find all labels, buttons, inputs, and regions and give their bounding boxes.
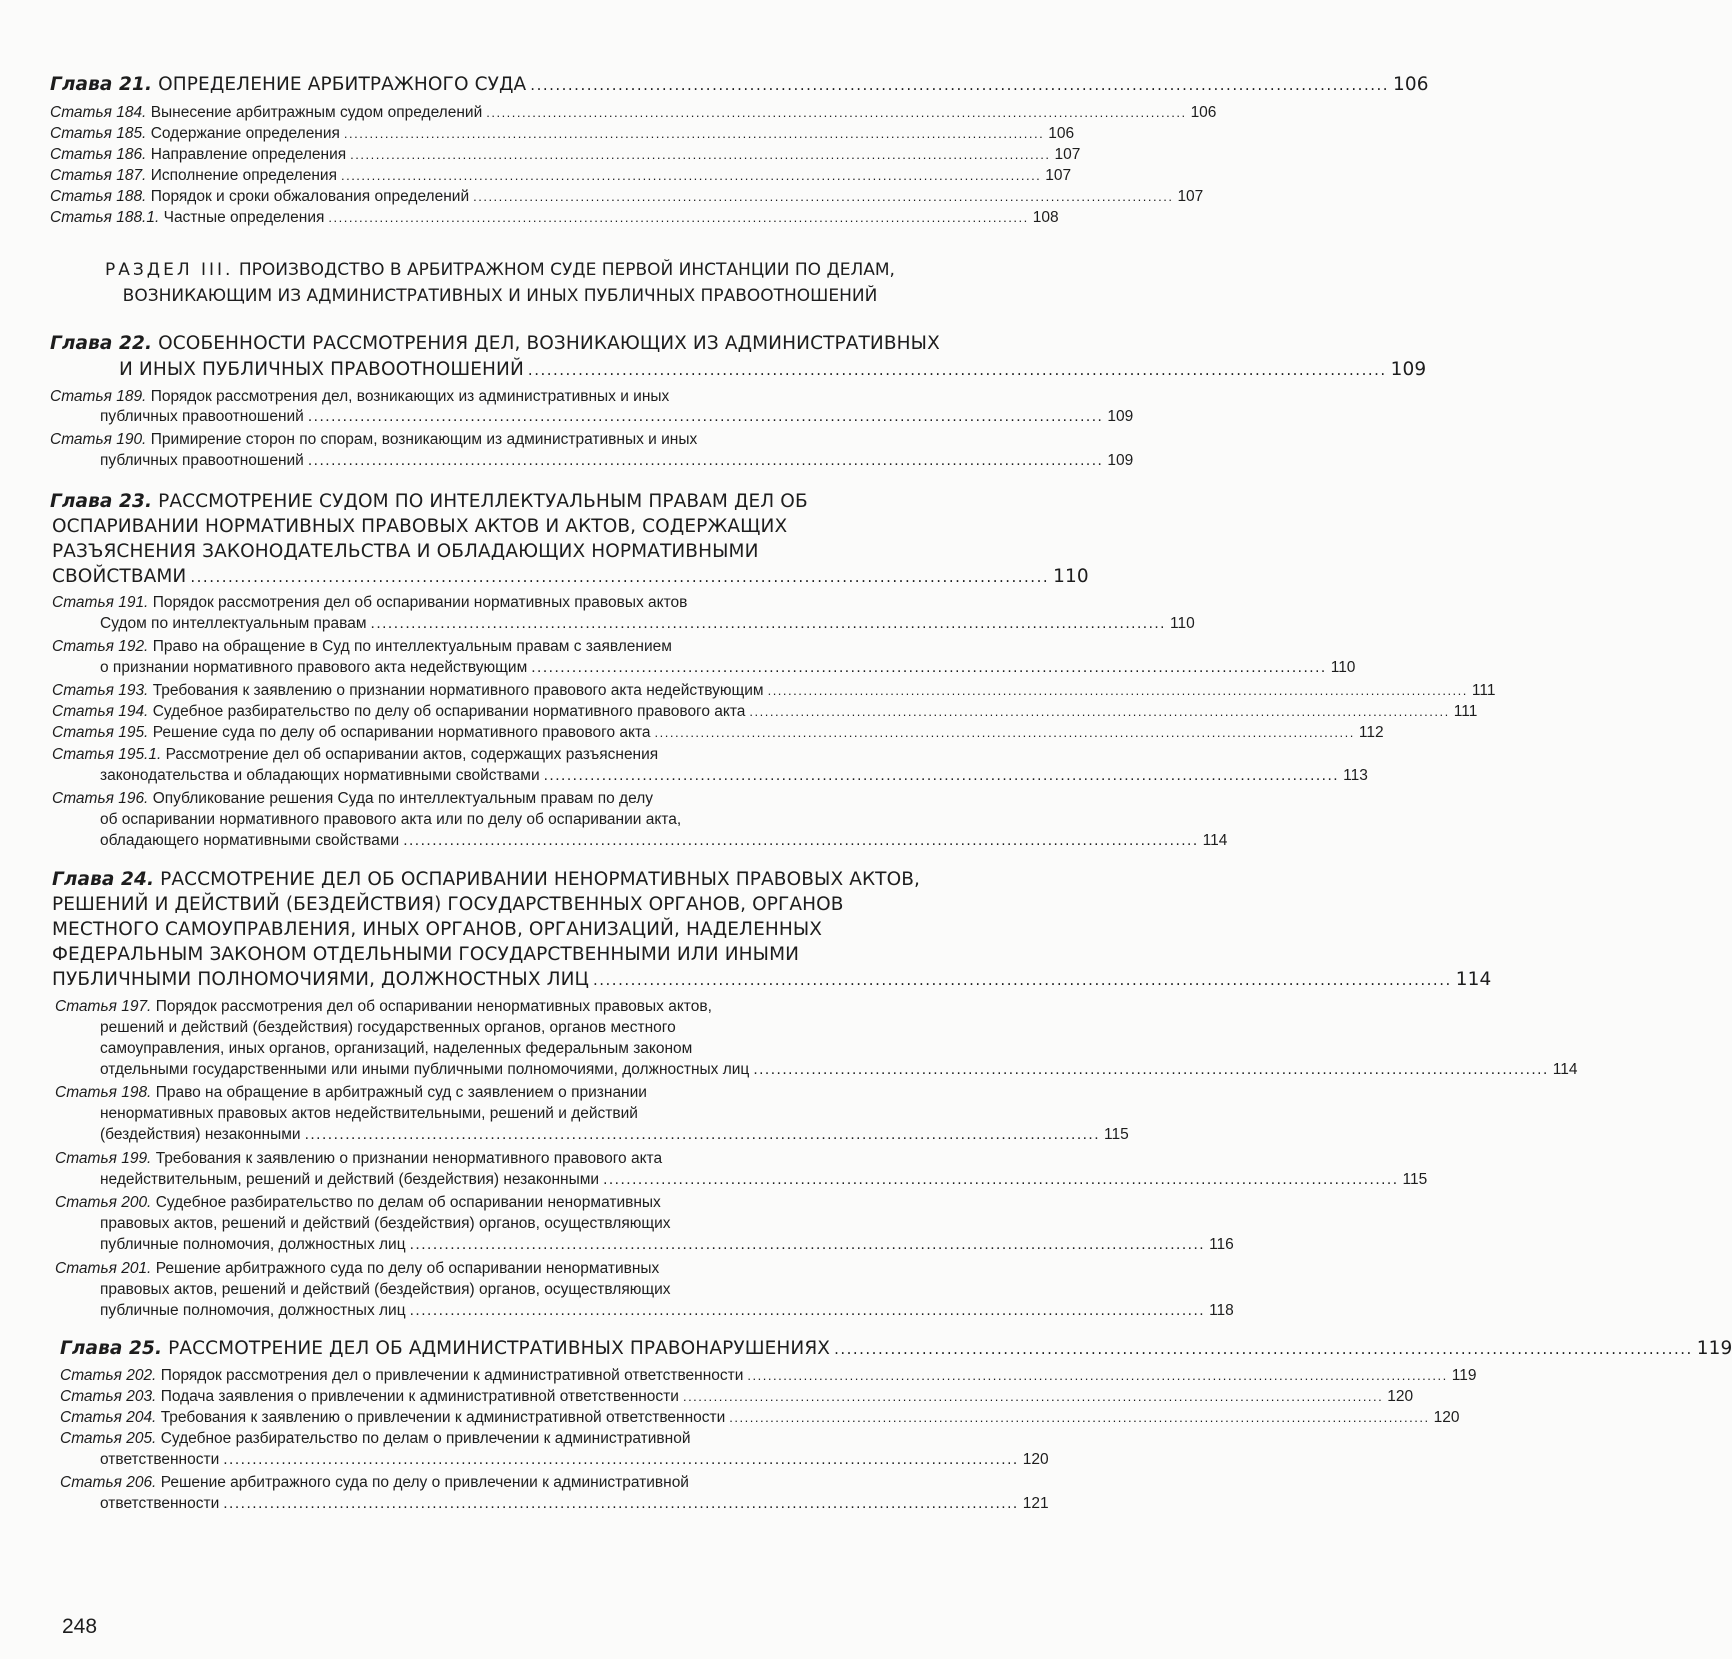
page-ref: 106 — [1190, 104, 1217, 121]
page-ref: 121 — [1022, 1495, 1049, 1512]
article-199-entry — [100, 1169, 1428, 1191]
article-title: публичные полномочия, должностных лиц — [100, 1302, 406, 1319]
chapter-title: РАССМОТРЕНИЕ СУДОМ ПО ИНТЕЛЛЕКТУАЛЬНЫМ ПРАВАМ ДЕЛ ОБ — [158, 491, 808, 512]
page-ref: 114 — [1202, 832, 1228, 849]
page-ref: 118 — [1209, 1302, 1234, 1319]
article-192-entry — [100, 657, 1356, 679]
page-ref: 120 — [1022, 1451, 1049, 1468]
page-ref: 119 — [1696, 1338, 1732, 1359]
article-title: Направление определения — [150, 146, 347, 163]
article-195-entry — [52, 722, 1384, 744]
article-195-1-entry — [52, 744, 892, 766]
article-label: Статья 192. — [52, 638, 149, 655]
article-title: Исполнение определения — [150, 167, 337, 184]
article-197-entry — [55, 996, 892, 1018]
article-title: Решение суда по делу об оспаривании нормативного правового акта — [152, 724, 651, 741]
article-label: Статья 199. — [55, 1150, 152, 1167]
article-label: Статья 206. — [60, 1474, 157, 1491]
chapter-label: Глава 24. — [52, 869, 155, 890]
article-label: Статья 188.1. — [50, 209, 160, 226]
article-title: Порядок рассмотрения дел, возникающих из административных и иных — [150, 388, 670, 405]
article-title: публичные полномочия, должностных лиц — [100, 1236, 406, 1253]
page-ref: 115 — [1104, 1126, 1129, 1143]
article-label: Статья 195.1. — [52, 746, 162, 763]
article-title: публичных правоотношений — [100, 452, 304, 469]
article-title: Порядок рассмотрения дел об оспаривании нормативных правовых актов — [152, 594, 688, 611]
dot-leader: ......................................................................................................................................... — [328, 210, 1029, 225]
page-ref: 107 — [1045, 167, 1072, 184]
dot-leader: ......................................................................................................................................... — [834, 1340, 1693, 1358]
article-198-entry — [55, 1082, 892, 1104]
article-192-entry — [52, 636, 892, 658]
dot-leader: ......................................................................................................................................... — [307, 408, 1104, 425]
article-197-entry — [100, 1017, 892, 1039]
article-title: (бездействия) незаконными — [100, 1126, 301, 1143]
chapter-24-entry — [52, 966, 1492, 994]
article-187-entry — [50, 165, 1072, 187]
article-198-entry — [100, 1103, 892, 1125]
article-title: Судом по интеллектуальным правам — [100, 615, 367, 632]
article-label: Статья 194. — [52, 703, 149, 720]
article-title: ответственности — [100, 1495, 220, 1512]
article-196-entry — [100, 809, 892, 831]
article-title: Подача заявления о привлечении к административной ответственности — [160, 1388, 679, 1405]
article-label: Статья 186. — [50, 146, 147, 163]
dot-leader: ......................................................................................................................................... — [223, 1495, 1019, 1512]
article-184-entry — [50, 102, 1217, 124]
dot-leader: ......................................................................................................................................... — [409, 1302, 1206, 1319]
article-203-entry — [60, 1386, 1414, 1408]
dot-leader: ......................................................................................................................................... — [307, 452, 1104, 469]
article-189-entry — [50, 386, 892, 408]
article-197-entry — [100, 1038, 892, 1060]
article-191-entry — [100, 613, 1195, 635]
chapter-24-heading — [52, 866, 921, 894]
dot-leader: ......................................................................................................................................... — [304, 1126, 1101, 1143]
article-title: Примирение сторон по спорам, возникающим из административных и иных — [150, 431, 698, 448]
article-189-entry — [100, 406, 1134, 428]
article-title: отдельными государственными или иными публичными полномочиями, должностных лиц — [100, 1061, 750, 1078]
chapter-23-heading — [52, 513, 892, 541]
article-title: о признании нормативного правового акта недействующим — [100, 659, 528, 676]
page-ref: 112 — [1358, 724, 1384, 741]
page-ref: 107 — [1177, 188, 1204, 205]
article-title: недействительным, решений и действий (бездействия) незаконными — [100, 1171, 600, 1188]
article-185-entry — [50, 123, 1075, 145]
article-199-entry — [55, 1148, 892, 1170]
article-title: Судебное разбирательство по делу об оспаривании нормативного правового акта — [152, 703, 746, 720]
article-label: Статья 196. — [52, 790, 149, 807]
article-title: Право на обращение в арбитражный суд с заявлением о признании — [155, 1084, 647, 1101]
chapter-title: ФЕДЕРАЛЬНЫМ ЗАКОНОМ ОТДЕЛЬНЫМИ ГОСУДАРСТВЕННЫМИ ИЛИ ИНЫМИ — [52, 944, 800, 965]
dot-leader: ......................................................................................................................................... — [486, 105, 1187, 120]
dot-leader: ......................................................................................................................................... — [747, 1368, 1448, 1383]
article-label: Статья 201. — [55, 1260, 152, 1277]
article-204-entry — [60, 1407, 1460, 1429]
chapter-title: ПУБЛИЧНЫМИ ПОЛНОМОЧИЯМИ, ДОЛЖНОСТНЫХ ЛИЦ — [52, 969, 589, 990]
chapter-21-entry — [50, 71, 1429, 99]
chapter-23-entry — [52, 563, 1089, 591]
page-ref: 116 — [1209, 1236, 1234, 1253]
chapter-title: РЕШЕНИЙ И ДЕЙСТВИЙ (БЕЗДЕЙСТВИЯ) ГОСУДАРСТВЕННЫХ ОРГАНОВ, ОРГАНОВ — [52, 894, 844, 915]
article-title: самоуправления, иных органов, организаций, наделенных федеральным законом — [100, 1040, 693, 1057]
page-ref: 120 — [1433, 1409, 1460, 1426]
article-label: Статья 205. — [60, 1430, 157, 1447]
article-title: законодательства и обладающих нормативными свойствами — [100, 767, 540, 784]
article-196-entry — [100, 830, 1228, 852]
article-201-entry — [55, 1258, 892, 1280]
page-ref: 114 — [1552, 1061, 1578, 1078]
article-title: ненормативных правовых актов недействительными, решений и действий — [100, 1105, 638, 1122]
page-ref: 119 — [1451, 1367, 1477, 1384]
dot-leader: ......................................................................................................................................... — [350, 147, 1051, 162]
page-ref: 115 — [1402, 1171, 1428, 1188]
article-188-1-entry — [50, 207, 1059, 229]
article-200-entry — [55, 1192, 892, 1214]
chapter-title: ОПРЕДЕЛЕНИЕ АРБИТРАЖНОГО СУДА — [158, 74, 527, 95]
article-title: Порядок рассмотрения дел о привлечении к административной ответственности — [160, 1367, 744, 1384]
article-196-entry — [52, 788, 892, 810]
article-label: Статья 189. — [50, 388, 147, 405]
page-number: 248 — [62, 1615, 98, 1638]
chapter-title: РАССМОТРЕНИЕ ДЕЛ ОБ ОСПАРИВАНИИ НЕНОРМАТИВНЫХ ПРАВОВЫХ АКТОВ, — [160, 869, 921, 890]
chapter-title: МЕСТНОГО САМОУПРАВЛЕНИЯ, ИНЫХ ОРГАНОВ, ОРГАНИЗАЦИЙ, НАДЕЛЕННЫХ — [52, 919, 823, 940]
article-title: Требования к заявлению о признании нормативного правового акта недействующим — [152, 682, 764, 699]
section-3-heading — [0, 257, 1000, 309]
article-title: решений и действий (бездействия) государственных органов, органов местного — [100, 1019, 676, 1036]
dot-leader: ......................................................................................................................................... — [749, 704, 1450, 719]
article-198-entry — [100, 1124, 1129, 1146]
article-206-entry — [60, 1472, 892, 1494]
dot-leader: ......................................................................................................................................... — [603, 1171, 1399, 1188]
article-title: обладающего нормативными свойствами — [100, 832, 400, 849]
page-ref: 109 — [1390, 359, 1427, 380]
article-label: Статья 204. — [60, 1409, 157, 1426]
article-201-entry — [100, 1279, 892, 1301]
article-200-entry — [100, 1213, 892, 1235]
page-ref: 111 — [1471, 682, 1496, 699]
article-label: Статья 191. — [52, 594, 149, 611]
chapter-title: И ИНЫХ ПУБЛИЧНЫХ ПРАВООТНОШЕНИЙ — [119, 359, 524, 380]
article-202-entry — [60, 1365, 1477, 1387]
article-label: Статья 185. — [50, 125, 147, 142]
article-title: правовых актов, решений и действий (бездействия) органов, осуществляющих — [100, 1215, 671, 1232]
article-188-entry — [50, 186, 1204, 208]
chapter-title: РАЗЪЯСНЕНИЯ ЗАКОНОДАТЕЛЬСТВА И ОБЛАДАЮЩИХ НОРМАТИВНЫМИ — [52, 541, 759, 562]
dot-leader: ......................................................................................................................................... — [370, 615, 1166, 632]
chapter-24-heading — [52, 891, 892, 919]
article-201-entry — [100, 1300, 1234, 1322]
article-title: Решение арбитражного суда по делу о привлечении к административной — [160, 1474, 689, 1491]
article-title: Частные определения — [163, 209, 325, 226]
page-ref: 106 — [1393, 74, 1429, 95]
chapter-23-heading — [52, 538, 892, 566]
dot-leader: ......................................................................................................................................... — [767, 683, 1468, 698]
article-title: публичных правоотношений — [100, 408, 304, 425]
dot-leader: ......................................................................................................................................... — [530, 76, 1390, 94]
article-title: Порядок рассмотрения дел об оспаривании ненормативных правовых актов, — [155, 998, 712, 1015]
dot-leader: ......................................................................................................................................... — [753, 1061, 1549, 1078]
article-194-entry — [52, 701, 1478, 723]
article-label: Статья 187. — [50, 167, 147, 184]
article-title: Судебное разбирательство по делам о привлечении к административной — [160, 1430, 691, 1447]
dot-leader: ......................................................................................................................................... — [729, 1410, 1430, 1425]
chapter-24-heading — [52, 941, 892, 969]
article-193-entry — [52, 680, 1496, 702]
chapter-title: ОСПАРИВАНИИ НОРМАТИВНЫХ ПРАВОВЫХ АКТОВ И АКТОВ, СОДЕРЖАЩИХ — [52, 516, 788, 537]
article-title: правовых актов, решений и действий (бездействия) органов, осуществляющих — [100, 1281, 671, 1298]
article-label: Статья 193. — [52, 682, 149, 699]
chapter-22-entry — [119, 356, 1427, 384]
article-label: Статья 197. — [55, 998, 152, 1015]
chapter-23-heading — [50, 488, 892, 516]
article-label: Статья 198. — [55, 1084, 152, 1101]
dot-leader: ......................................................................................................................................... — [403, 832, 1199, 849]
page-ref: 108 — [1032, 209, 1059, 226]
section-title-line: ПРОИЗВОДСТВО В АРБИТРАЖНОМ СУДЕ ПЕРВОЙ ИНСТАНЦИИ ПО ДЕЛАМ, — [238, 260, 895, 280]
article-190-entry — [100, 450, 1134, 472]
article-title: ответственности — [100, 1451, 220, 1468]
dot-leader: ......................................................................................................................................... — [343, 126, 1045, 141]
dot-leader: ......................................................................................................................................... — [223, 1451, 1019, 1468]
dot-leader: ......................................................................................................................................... — [654, 725, 1355, 740]
chapter-label: Глава 25. — [60, 1338, 163, 1359]
chapter-title: СВОЙСТВАМИ — [52, 566, 187, 587]
section-title-line: ВОЗНИКАЮЩИМ ИЗ АДМИНИСТРАТИВНЫХ И ИНЫХ ПУБЛИЧНЫХ ПРАВООТНОШЕНИЙ — [122, 286, 878, 306]
article-title: Опубликование решения Суда по интеллектуальным правам по делу — [152, 790, 653, 807]
article-label: Статья 184. — [50, 104, 147, 121]
page-ref: 111 — [1453, 703, 1478, 720]
article-205-entry — [60, 1428, 892, 1450]
page-ref: 109 — [1107, 408, 1134, 425]
dot-leader: ......................................................................................................................................... — [543, 767, 1340, 784]
article-205-entry — [100, 1449, 1049, 1471]
article-title: Порядок и сроки обжалования определений — [150, 188, 470, 205]
page-ref: 107 — [1054, 146, 1081, 163]
article-label: Статья 202. — [60, 1367, 157, 1384]
dot-leader: ......................................................................................................................................... — [593, 971, 1452, 989]
chapter-25-entry — [60, 1335, 1732, 1363]
dot-leader: ......................................................................................................................................... — [190, 568, 1050, 586]
article-label: Статья 195. — [52, 724, 149, 741]
article-206-entry — [100, 1493, 1049, 1515]
article-200-entry — [100, 1234, 1234, 1256]
page-ref: 106 — [1048, 125, 1075, 142]
article-title: Право на обращение в Суд по интеллектуальным правам с заявлением — [152, 638, 672, 655]
dot-leader: ......................................................................................................................................... — [340, 168, 1042, 183]
article-label: Статья 190. — [50, 431, 147, 448]
chapter-label: Глава 22. — [50, 333, 153, 354]
page-ref: 109 — [1107, 452, 1134, 469]
chapter-title: ОСОБЕННОСТИ РАССМОТРЕНИЯ ДЕЛ, ВОЗНИКАЮЩИХ ИЗ АДМИНИСТРАТИВНЫХ — [158, 333, 940, 354]
page-ref: 110 — [1330, 659, 1356, 676]
article-title: Вынесение арбитражным судом определений — [150, 104, 483, 121]
article-label: Статья 200. — [55, 1194, 152, 1211]
article-label: Статья 203. — [60, 1388, 157, 1405]
article-label: Статья 188. — [50, 188, 147, 205]
section-prefix: РАЗДЕЛ III. — [105, 260, 234, 280]
page-ref: 113 — [1343, 767, 1368, 784]
chapter-label: Глава 23. — [50, 491, 153, 512]
article-title: Решение арбитражного суда по делу об оспаривании ненормативных — [155, 1260, 660, 1277]
article-title: Судебное разбирательство по делам об оспаривании ненормативных — [155, 1194, 661, 1211]
chapter-title: РАССМОТРЕНИЕ ДЕЛ ОБ АДМИНИСТРАТИВНЫХ ПРАВОНАРУШЕНИЯХ — [168, 1338, 831, 1359]
dot-leader: ......................................................................................................................................... — [473, 189, 1174, 204]
article-191-entry — [52, 592, 892, 614]
page-ref: 110 — [1170, 615, 1195, 632]
article-186-entry — [50, 144, 1081, 166]
page-ref: 114 — [1455, 969, 1492, 990]
article-title: Содержание определения — [150, 125, 340, 142]
dot-leader: ......................................................................................................................................... — [527, 361, 1387, 379]
chapter-22-heading — [50, 330, 940, 358]
article-195-1-entry — [100, 765, 1368, 787]
article-197-entry — [100, 1059, 1578, 1081]
article-title: Требования к заявлению о признании ненормативного правового акта — [155, 1150, 663, 1167]
article-title: об оспаривании нормативного правового акта или по делу об оспаривании акта, — [100, 811, 682, 828]
article-title: Рассмотрение дел об оспаривании актов, содержащих разъяснения — [165, 746, 659, 763]
dot-leader: ......................................................................................................................................... — [531, 659, 1327, 676]
dot-leader: ......................................................................................................................................... — [409, 1236, 1206, 1253]
chapter-label: Глава 21. — [50, 74, 153, 95]
page-ref: 110 — [1053, 566, 1089, 587]
page-ref: 120 — [1387, 1388, 1414, 1405]
dot-leader: ......................................................................................................................................... — [682, 1389, 1384, 1404]
article-title: Требования к заявлению о привлечении к административной ответственности — [160, 1409, 726, 1426]
chapter-24-heading — [52, 916, 892, 944]
article-190-entry — [50, 429, 892, 451]
